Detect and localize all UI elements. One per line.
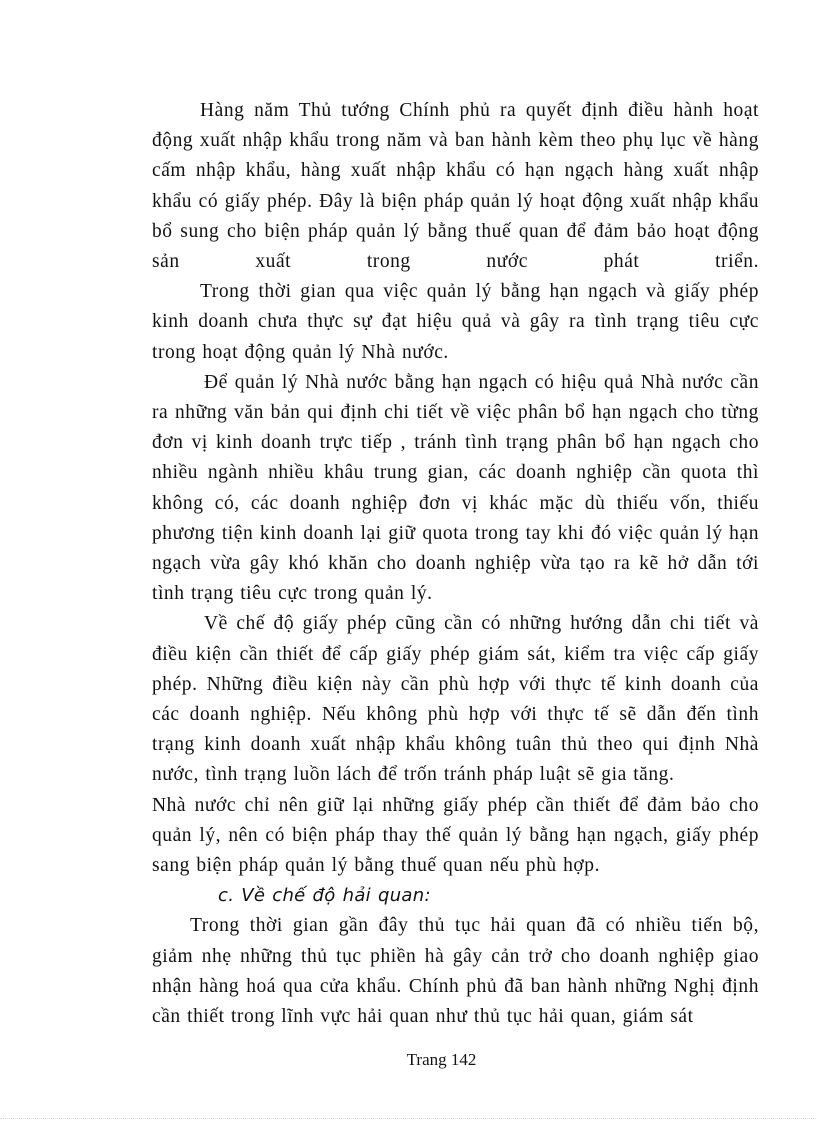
paragraph-license-regime: Về chế độ giấy phép cũng cần có những hướng dẫn chi tiết và điều kiện cần thiết để cấp giấy phép giám sát, kiểm tra việc cấp giấy phép. Những điều kiện này cần phù hợp với thực tế kinh doanh của các doanh nghiệp. Nếu không phù hợp với thực tế sẽ dẫn đến tình trạng kinh doanh xuất nhập khẩu không tuân thủ theo qui định Nhà nước, tình trạng luồn lách để trốn tránh pháp luật sẽ gia tăng. [152, 613, 759, 786]
paragraph-quota-management-status: Trong thời gian qua việc quản lý bằng hạn ngạch và giấy phép kinh doanh chưa thực sự đạt hiệu quả và gây ra tình trạng tiêu cực trong hoạt động quản lý Nhà nước. [152, 281, 759, 363]
page-number: Trang 142 [406, 1050, 477, 1069]
paragraph-customs-procedures: Trong thời gian gần đây thủ tục hải quan đã có nhiều tiến bộ, giảm nhẹ những thủ tục phiền hà gây cản trở cho doanh nghiệp giao nhận hàng hoá qua cửa khẩu. Chính phủ đã ban hành những Nghị định cần thiết trong lĩnh vực hải quan như thủ tục hải quan, giám sát [152, 915, 759, 1028]
paragraph-annual-decision: Hàng năm Thủ tướng Chính phủ ra quyết định điều hành hoạt động xuất nhập khẩu trong năm và ban hành kèm theo phụ lục về hàng cấm nhập khẩu, hàng xuất nhập khẩu có hạn ngạch hàng xuất nhập khẩu có giấy phép. Đây là biện pháp quản lý hoạt động xuất nhập khẩu bổ sung cho biện pháp quản lý bằng thuế quan để đảm bảo hoạt động sản xuất trong nước phát triển. [152, 100, 759, 273]
section-heading-customs: c. Về chế độ hải quan: [218, 885, 431, 907]
document-body [152, 96, 759, 1032]
paragraph-quota-allocation: Để quản lý Nhà nước bằng hạn ngạch có hiệu quả Nhà nước cần ra những văn bản qui định chi tiết về việc phân bổ hạn ngạch cho từng đơn vị kinh doanh trực tiếp , tránh tình trạng phân bổ hạn ngạch cho nhiều ngành nhiều khâu trung gian, các doanh nghiệp cần quota thì không có, các doanh nghiệp đơn vị khác mặc dù thiếu vốn, thiếu phương tiện kinh doanh lại giữ quota trong tay khi đó việc quản lý hạn ngạch vừa gây khó khăn cho doanh nghiệp vừa tạo ra kẽ hở dẫn tới tình trạng tiêu cực trong quản lý. [152, 371, 759, 605]
paragraph-license-retention: Nhà nước chỉ nên giữ lại những giấy phép cần thiết để đảm bảo cho quản lý, nên có biện pháp thay thế quản lý bằng hạn ngạch, giấy phép sang biện pháp quản lý bằng thuế quan nếu phù hợp. [152, 794, 759, 877]
page-bottom-divider [0, 1118, 816, 1119]
